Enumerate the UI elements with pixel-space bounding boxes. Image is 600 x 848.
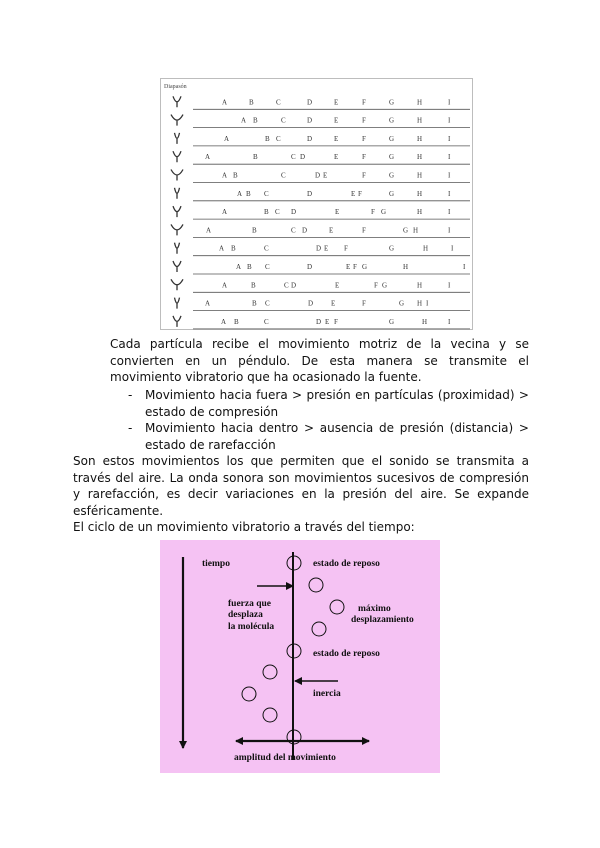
table-letter: F bbox=[358, 189, 362, 198]
table-letter: I bbox=[448, 171, 451, 180]
molecule-circle bbox=[242, 687, 256, 701]
table-letter: G bbox=[389, 317, 395, 326]
table-letter: I bbox=[448, 226, 451, 235]
tuning-fork-icon bbox=[173, 96, 181, 107]
table-letter: H bbox=[413, 226, 419, 235]
table-letter: G bbox=[399, 299, 405, 308]
tuning-fork-icon bbox=[175, 298, 180, 309]
table-letter: E bbox=[334, 153, 339, 162]
table-letter: H bbox=[422, 317, 428, 326]
table-letter: G bbox=[389, 153, 395, 162]
table-letter: E bbox=[334, 98, 339, 107]
table-letter: I bbox=[463, 263, 466, 271]
tuning-fork-icon bbox=[173, 206, 181, 217]
table-letter: I bbox=[448, 189, 451, 198]
vibration-cycle-figure bbox=[160, 540, 440, 773]
table-letter: F bbox=[353, 263, 357, 271]
table-letter: A bbox=[224, 134, 230, 143]
table-letter: D bbox=[302, 226, 308, 235]
table-letter: C bbox=[265, 263, 270, 271]
table-letter: F bbox=[371, 208, 375, 217]
label-estado-reposo-mid: estado de reposo bbox=[313, 649, 380, 659]
table-letter: C bbox=[264, 189, 269, 198]
tuning-fork-icon bbox=[175, 243, 180, 254]
table-letter: E bbox=[351, 189, 356, 198]
tuning-fork-icon bbox=[173, 316, 181, 327]
table-letter: E bbox=[331, 299, 336, 308]
table-letter: B bbox=[252, 299, 257, 308]
table-letter: D bbox=[307, 116, 313, 125]
table-letter: E bbox=[329, 226, 334, 235]
table-letter: B bbox=[247, 263, 252, 271]
table-letter: D bbox=[291, 208, 297, 217]
table-letter: A bbox=[222, 281, 228, 290]
table-letter: I bbox=[448, 317, 451, 326]
table-letter: I bbox=[448, 116, 451, 125]
table-letter: G bbox=[389, 116, 395, 125]
table-letter: F bbox=[374, 281, 378, 290]
table-letter: C bbox=[281, 116, 286, 125]
table-letter: B bbox=[265, 134, 270, 143]
label-estado-reposo-top: estado de reposo bbox=[313, 559, 380, 569]
table-letter: H bbox=[417, 189, 423, 198]
table-letter: D bbox=[307, 263, 313, 271]
table-letter: F bbox=[362, 153, 366, 162]
table-letter: H bbox=[417, 134, 423, 143]
tuning-fork-icon bbox=[171, 170, 183, 181]
table-letter: F bbox=[362, 134, 366, 143]
tuning-fork-icon bbox=[171, 224, 183, 235]
table-letter: B bbox=[234, 317, 239, 326]
table-letter: B bbox=[249, 98, 254, 107]
table-letter: F bbox=[334, 317, 338, 326]
molecule-circle bbox=[263, 665, 277, 679]
table-letter: F bbox=[344, 244, 348, 253]
table-letter: I bbox=[448, 281, 451, 290]
bullet-compression bbox=[128, 387, 529, 420]
table-letter: G bbox=[389, 98, 395, 107]
table-letter: A bbox=[205, 299, 211, 308]
table-letter: E bbox=[324, 244, 329, 253]
table-letter: A bbox=[219, 244, 225, 253]
table-letter: B bbox=[233, 171, 238, 180]
table-letter: C bbox=[276, 134, 281, 143]
table-letter: H bbox=[417, 171, 423, 180]
label-fuerza-2: desplaza bbox=[228, 610, 263, 620]
table-letter: G bbox=[362, 263, 368, 271]
table-letter: H bbox=[417, 299, 423, 308]
table-letter: E bbox=[334, 116, 339, 125]
label-maximo-1: máximo bbox=[358, 604, 391, 614]
table-letter: C bbox=[264, 244, 269, 253]
table-letter: H bbox=[423, 244, 429, 253]
table-letter: B bbox=[231, 244, 236, 253]
table-letter: A bbox=[237, 189, 243, 198]
paragraph-sound-transmission: Son estos movimientos los que permiten que el sonido se transmita a través del aire. La onda sonora son movimientos sucesivos de compresión y rarefacción, es decir variaciones en la presión del aire. Se expande esféricamente. bbox=[73, 454, 529, 518]
table-letter: A bbox=[222, 208, 228, 217]
table-letter: H bbox=[417, 98, 423, 107]
table-letter: H bbox=[417, 116, 423, 125]
vibration-cycle-svg bbox=[160, 540, 440, 773]
label-amplitud: amplitud del movimiento bbox=[234, 753, 336, 763]
table-letter: C bbox=[291, 226, 296, 235]
table-letter: C bbox=[284, 281, 289, 290]
table-letter: E bbox=[346, 263, 351, 271]
label-maximo-2: desplazamiento bbox=[351, 615, 414, 625]
table-letter: E bbox=[335, 208, 340, 217]
tuning-fork-icon bbox=[173, 261, 181, 272]
paragraph-cycle-intro: El ciclo de un movimiento vibratorio a través del tiempo: bbox=[73, 520, 415, 534]
molecule-circle bbox=[330, 600, 344, 614]
label-fuerza-3: la molécula bbox=[228, 622, 275, 632]
label-tiempo: tiempo bbox=[202, 559, 230, 569]
paragraph-particle-motion: Cada partícula recibe el movimiento motriz de la vecina y se convierten en un péndulo. De esta manera se transmite el movimiento vibratorio que ha ocasionado la fuente. bbox=[110, 337, 529, 384]
table-letter: A bbox=[222, 171, 228, 180]
table-letter: F bbox=[362, 171, 366, 180]
table-letter: D bbox=[316, 317, 322, 326]
table-letter: D bbox=[308, 299, 314, 308]
table-letter: D bbox=[307, 134, 313, 143]
bullet-compression-text: Movimiento hacia fuera > presión en partículas (proximidad) > estado de compresión bbox=[145, 388, 529, 419]
table-letter: C bbox=[276, 98, 281, 107]
bullet-rarefaction-text: Movimiento hacia dentro > ausencia de presión (distancia) > estado de rarefacción bbox=[145, 421, 529, 452]
table-letter: C bbox=[265, 299, 270, 308]
table-letter: B bbox=[252, 226, 257, 235]
table-letter: D bbox=[291, 281, 297, 290]
table-letter: G bbox=[389, 134, 395, 143]
table-letter: I bbox=[448, 153, 451, 162]
table-letter: F bbox=[362, 116, 366, 125]
table-header-label: Diapasón bbox=[164, 84, 187, 90]
table-letter: A bbox=[236, 263, 242, 271]
table-letter: A bbox=[221, 317, 227, 326]
tuning-fork-icon bbox=[171, 115, 183, 126]
table-letter: B bbox=[246, 189, 251, 198]
tuning-fork-icon bbox=[175, 133, 180, 144]
table-letter: A bbox=[222, 98, 228, 107]
table-letter: A bbox=[206, 226, 212, 235]
table-letter: B bbox=[253, 153, 258, 162]
bullet-marker: - bbox=[128, 421, 133, 435]
bullet-rarefaction bbox=[128, 420, 529, 453]
label-fuerza-1: fuerza que bbox=[228, 599, 272, 609]
table-letter: I bbox=[426, 299, 429, 308]
table-letter: F bbox=[362, 226, 366, 235]
table-letter: C bbox=[281, 171, 286, 180]
tuning-fork-icon bbox=[175, 188, 180, 199]
table-letter: C bbox=[275, 208, 280, 217]
table-letter: D bbox=[307, 189, 313, 198]
table-letter: A bbox=[205, 153, 211, 162]
table-letter: E bbox=[335, 281, 340, 290]
table-letter: G bbox=[381, 208, 387, 217]
table-letter: G bbox=[382, 281, 388, 290]
molecule-circle bbox=[263, 708, 277, 722]
table-letter: G bbox=[389, 189, 395, 198]
molecule-circle bbox=[309, 578, 323, 592]
table-letter: E bbox=[334, 134, 339, 143]
table-letter: G bbox=[389, 244, 395, 253]
table-letter: C bbox=[264, 317, 269, 326]
tuning-fork-icon bbox=[173, 151, 181, 162]
table-letter: E bbox=[325, 317, 330, 326]
table-letter: C bbox=[291, 153, 296, 162]
table-letter: E bbox=[323, 171, 328, 180]
molecule-circle bbox=[312, 622, 326, 636]
table-letter: D bbox=[307, 98, 313, 107]
table-letter: I bbox=[448, 208, 451, 217]
table-letter: D bbox=[316, 244, 322, 253]
table-letter: H bbox=[417, 208, 423, 217]
table-letter: A bbox=[241, 116, 247, 125]
table-letter: I bbox=[448, 98, 451, 107]
table-letter: B bbox=[253, 116, 258, 125]
tuning-fork-table-svg bbox=[161, 79, 474, 331]
table-letter: D bbox=[300, 153, 306, 162]
table-letter: H bbox=[403, 263, 409, 271]
table-letter: G bbox=[403, 226, 409, 235]
table-letter: F bbox=[362, 299, 366, 308]
bullet-marker: - bbox=[128, 388, 133, 402]
label-inercia: inercia bbox=[313, 689, 341, 699]
table-letter: D bbox=[315, 171, 321, 180]
table-letter: H bbox=[417, 281, 423, 290]
tuning-fork-figure bbox=[160, 78, 473, 330]
table-letter: I bbox=[451, 244, 454, 253]
table-letter: F bbox=[362, 98, 366, 107]
tuning-fork-icon bbox=[171, 279, 183, 290]
table-letter: B bbox=[251, 281, 256, 290]
table-letter: H bbox=[417, 153, 423, 162]
table-letter: G bbox=[389, 171, 395, 180]
table-letter: I bbox=[448, 134, 451, 143]
table-letter: B bbox=[264, 208, 269, 217]
